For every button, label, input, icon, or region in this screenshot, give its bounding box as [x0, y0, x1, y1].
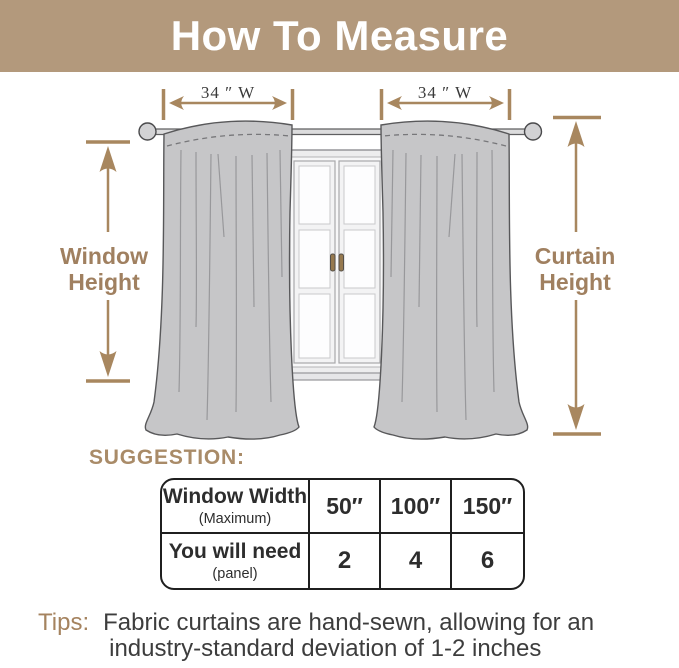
table-cell	[452, 480, 523, 534]
tips-text	[103, 610, 594, 662]
page-title: How To Measure	[170, 12, 509, 59]
curtain-height-label-line2: Height	[539, 269, 611, 295]
right-curtain-panel	[374, 121, 528, 439]
right-finial-icon	[525, 123, 542, 140]
panels-2: 2	[337, 547, 352, 574]
row1-sublabel: (Maximum)	[198, 510, 272, 527]
measure-diagram	[0, 72, 679, 447]
header-bar	[0, 0, 679, 72]
window-height-label-line2: Height	[68, 269, 140, 295]
width-150: 150″	[462, 492, 513, 519]
panel-suggestion-table	[160, 478, 525, 590]
width-100: 100″	[390, 492, 441, 519]
row2-sublabel: (panel)	[212, 565, 258, 582]
width-50: 50″	[326, 492, 363, 519]
window-height-label-line1: Window	[60, 243, 148, 269]
tips-line2: industry-standard deviation of 1-2 inches	[109, 635, 542, 662]
panels-6: 6	[480, 547, 495, 574]
left-curtain-panel	[145, 121, 299, 439]
suggestion-heading: SUGGESTION:	[89, 446, 245, 469]
tips-note	[38, 610, 594, 662]
table-cell	[381, 534, 452, 588]
right-width-label: 34 ″ W	[417, 83, 473, 102]
curtain-height-label-line1: Curtain	[534, 243, 616, 269]
table-row-header	[162, 534, 310, 588]
row1-label: Window Width	[162, 485, 308, 509]
table-cell	[452, 534, 523, 588]
table-row-header	[162, 480, 310, 534]
left-finial-icon	[139, 123, 156, 140]
window-illustration	[279, 150, 395, 380]
panels-4: 4	[408, 547, 423, 574]
row2-label: You will need	[168, 540, 302, 564]
table-cell	[310, 534, 381, 588]
table-cell	[310, 480, 381, 534]
table-cell	[381, 480, 452, 534]
left-width-label: 34 ″ W	[200, 83, 256, 102]
tips-label: Tips:	[38, 609, 90, 636]
tips-line1: Fabric curtains are hand-sewn, allowing for an	[103, 609, 595, 636]
